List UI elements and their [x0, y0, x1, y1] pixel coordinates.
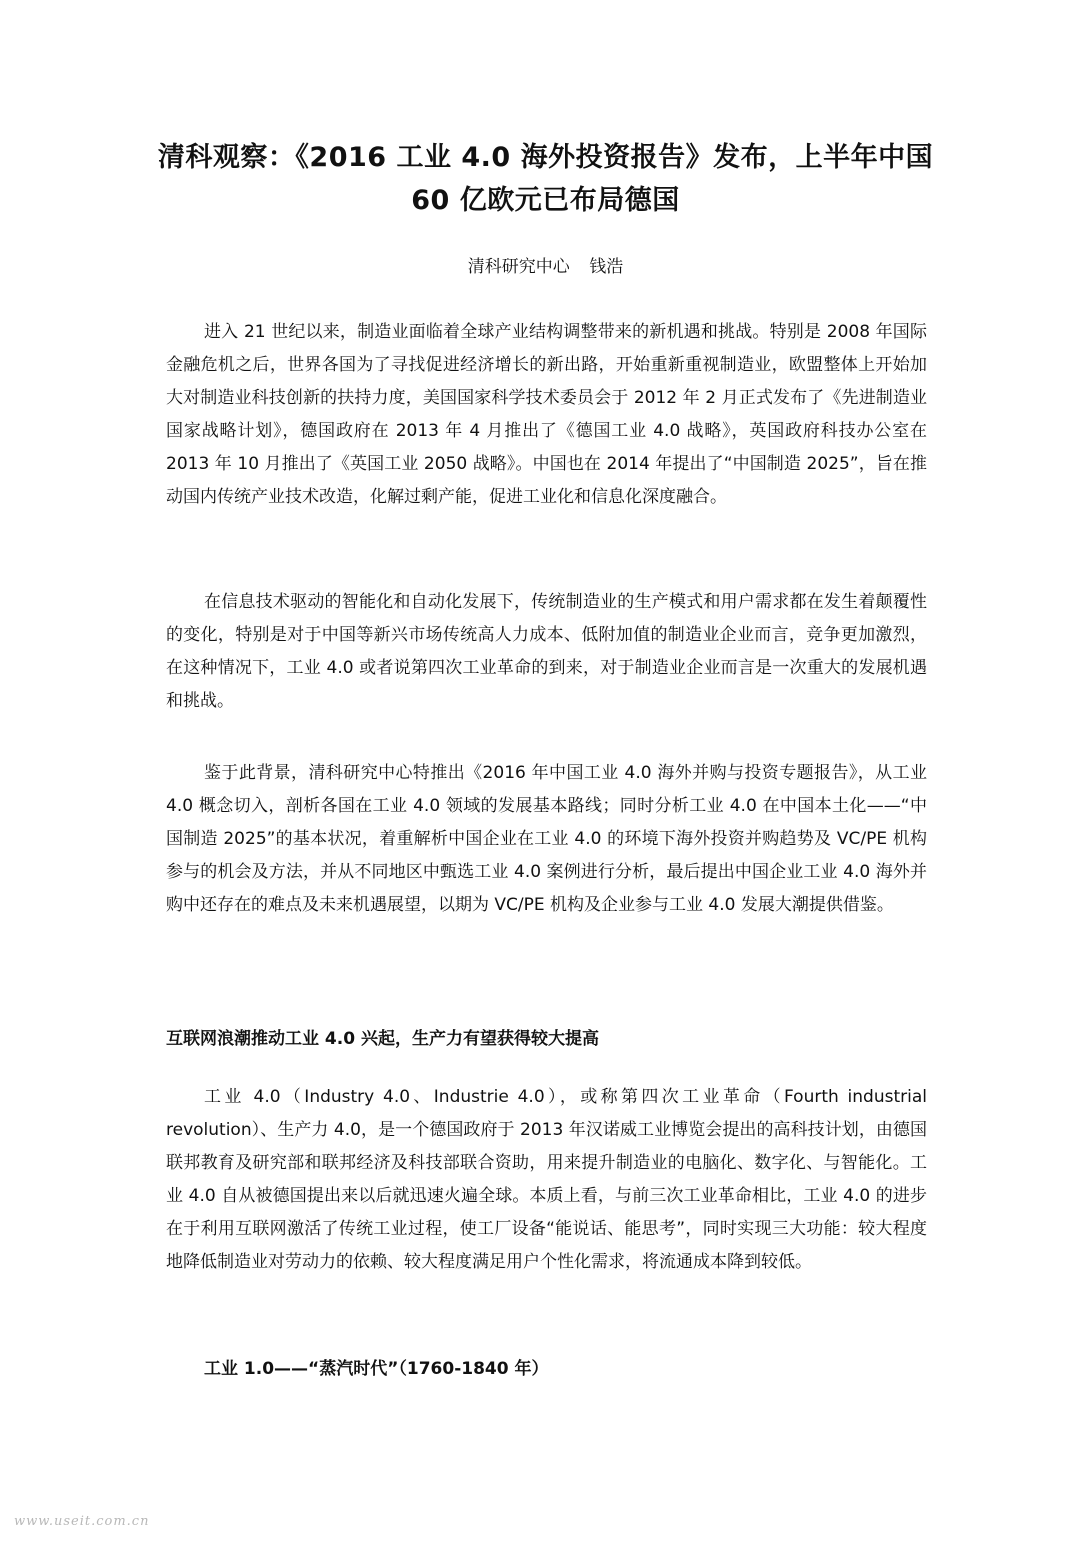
byline-organization: 清科研究中心	[467, 257, 570, 277]
title-line-1: 清科观察：《2016 工业 4.0 海外投资报告》发布，上半年中国	[157, 142, 934, 173]
page-title	[120, 136, 971, 222]
subsection-heading-industry-1: 工业 1.0——“蒸汽时代”（1760-1840 年）	[204, 1359, 549, 1379]
watermark: www.useit.com.cn	[14, 1514, 150, 1529]
title-line-2: 60 亿欧元已布局德国	[411, 185, 680, 216]
paragraph-industry-4: 工业 4.0（Industry 4.0、Industrie 4.0），或称第四次工业革命（Fourth industrial revolution）、生产力 4.0，是一个德国政府于 2013 年汉诺威工业博览会提出的高科技计划，由德国联邦教育及研究部和联邦经济及科技部联合资助，用来提升制造业的电脑化、数字化、与智能化。工业 4.0 自从被德国提出来以后就迅速火遍全球。本质上看，与前三次工业革命相比，工业 4.0 的进步在于利用互联网激活了传统工业过程，使工厂设备“能说话、能思考”，同时实现三大功能：较大程度地降低制造业对劳动力的依赖、较大程度满足用户个性化需求，将流通成本降到较低。	[166, 1087, 927, 1272]
section-heading: 互联网浪潮推动工业 4.0 兴起，生产力有望获得较大提高	[166, 1029, 599, 1049]
paragraph-background: 在信息技术驱动的智能化和自动化发展下，传统制造业的生产模式和用户需求都在发生着颠覆性的变化，特别是对于中国等新兴市场传统高人力成本、低附加值的制造业企业而言，竞争更加激烈，在这种情况下，工业 4.0 或者说第四次工业革命的到来，对于制造业企业而言是一次重大的发展机遇和挑战。	[166, 592, 927, 711]
byline-author: 钱浩	[589, 257, 624, 277]
paragraph-report: 鉴于此背景，清科研究中心特推出《2016 年中国工业 4.0 海外并购与投资专题报告》，从工业 4.0 概念切入，剖析各国在工业 4.0 领域的发展基本路线；同时分析工业 4.0 在中国本土化——“中国制造 2025”的基本状况，着重解析中国企业在工业 4.0 的环境下海外投资并购趋势及 VC/PE 机构参与的机会及方法，并从不同地区中甄选工业 4.0 案例进行分析，最后提出中国企业工业 4.0 海外并购中还存在的难点及未来机遇展望，以期为 VC/PE 机构及企业参与工业 4.0 发展大潮提供借鉴。	[166, 763, 927, 915]
byline	[0, 255, 1091, 279]
paragraph-intro: 进入 21 世纪以来，制造业面临着全球产业结构调整带来的新机遇和挑战。特别是 2008 年国际金融危机之后，世界各国为了寻找促进经济增长的新出路，开始重新重视制造业，欧盟整体上开始加大对制造业科技创新的扶持力度，美国国家科学技术委员会于 2012 年 2 月正式发布了《先进制造业国家战略计划》，德国政府在 2013 年 4 月推出了《德国工业 4.0 战略》，英国政府科技办公室在 2013 年 10 月推出了《英国工业 2050 战略》。中国也在 2014 年提出了“中国制造 2025”，旨在推动国内传统产业技术改造，化解过剩产能，促进工业化和信息化深度融合。	[166, 322, 927, 507]
